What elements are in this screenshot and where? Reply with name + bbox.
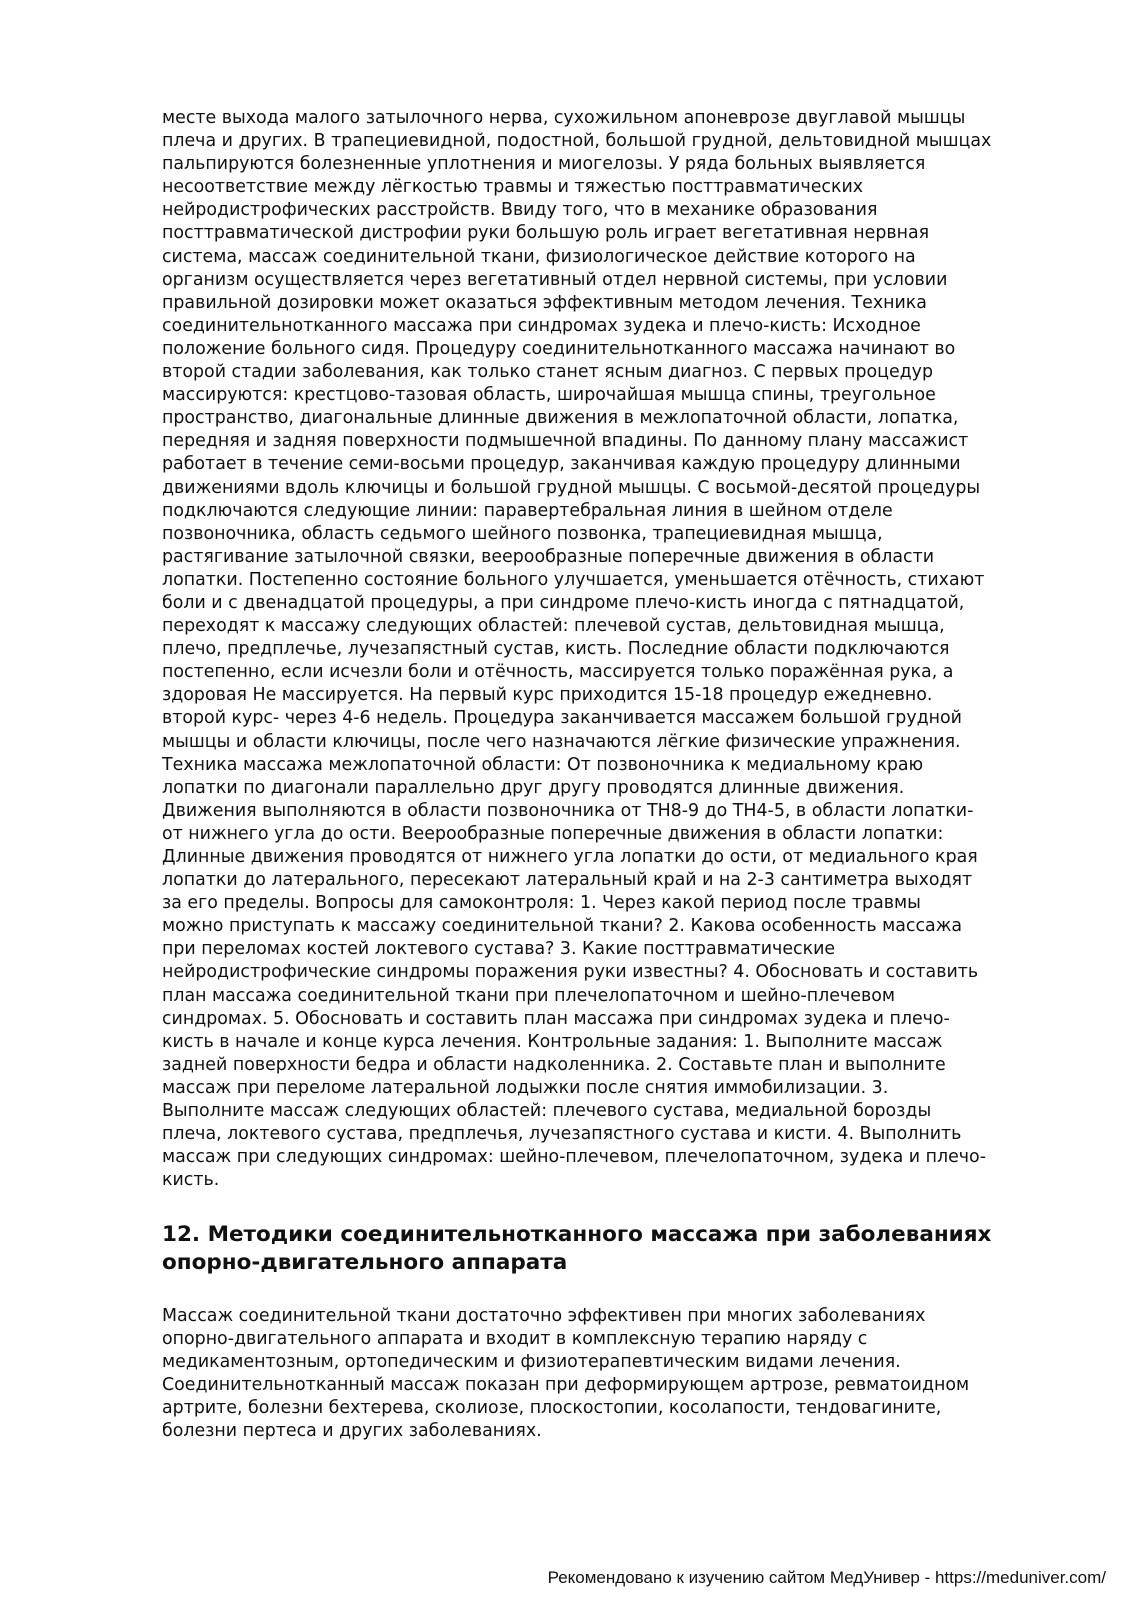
body-paragraph: месте выхода малого затылочного нерва, сухожильном апоневрозе двуглавой мышцы плеча и других. В трапециевидной, подостной, большой грудной, дельтовидной мышцах пальпируются болезненные уплотнения и миогелозы. У ряда больных выявляется несоответствие между лёгкостью травмы и тяжестью посттравматических нейродистрофических расстройств. Ввиду того, что в механике образования посттравматической дистрофии руки большую роль играет вегетативная нервная система, массаж соединительной ткани, физиологическое действие которого на организм осуществляется через вегетативный отдел нервной системы, при условии правильной дозировки может оказаться эффективным методом лечения. Техника соединительнотканного массажа при синдромах зудека и плечо-кисть: Исходное положение больного сидя. Процедуру соединительнотканного массажа начинают во второй стадии заболевания, как только станет ясным диагноз. С первых процедур массируются: крестцово-тазовая область, широчайшая мышца спины, треугольное пространство, диагональные длинные движения в межлопаточной области, лопатка, передняя и задняя поверхности подмышечной впадины. По данному плану массажист работает в течение семи-восьми процедур, заканчивая каждую процедуру длинными движениями вдоль ключицы и большой грудной мышцы. С восьмой-десятой процедуры подключаются следующие линии: паравертебральная линия в шейном отделе позвоночника, область седьмого шейного позвонка, трапециевидная мышца, растягивание затылочной связки, веерообразные поперечные движения в области лопатки. Постепенно состояние больного улучшается, уменьшается отёчность, стихают боли и с двенадцатой процедуры, а при синдроме плечо-кисть иногда с пятнадцатой, переходят к массажу следующих областей: плечевой сустав, дельтовидная мышца, плечо, предплечье, лучезапястный сустав, кисть. Последние области подключаются постепенно, если исчезли боли и отёчность, массируется только поражённая рука, а здоровая Не массируется. На первый курс приходится 15-18 процедур ежедневно. второй курс- через 4-6 недель. Процедура заканчивается массажем большой грудной мышцы и области ключицы, после чего назначаются лёгкие физические упражнения. Техника массажа межлопаточной области: От позвоночника к медиальному краю лопатки по диагонали параллельно друг другу проводятся длинные движения. Движения выполняются в области позвоночника от ТН8-9 до ТН4-5, в области лопатки- от нижнего угла до ости. Веерообразные поперечные движения в области лопатки: Длинные движения проводятся от нижнего угла лопатки до ости, от медиального края лопатки до латерального, пересекают латеральный край и на 2-3 сантиметра выходят за его пределы. Вопросы для самоконтроля: 1. Через какой период после травмы можно приступать к массажу соединительной ткани? 2. Какова особенность массажа при переломах костей локтевого сустава? 3. Какие посттравматические нейродистрофические синдромы поражения руки известны? 4. Обосновать и составить план массажа соединительной ткани при плечелопаточном и шейно-плечевом синдромах. 5. Обосновать и составить план массажа при синдромах зудека и плечо- кисть в начале и конце курса лечения. Контрольные задания: 1. Выполните массаж задней поверхности бедра и области надколенника. 2. Составьте план и выполните массаж при переломе латеральной лодыжки после снятия иммобилизации. 3. Выполните массаж следующих областей: плечевого сустава, медиальной борозды плеча, локтевого сустава, предплечья, лучезапястного сустава и кисти. 4. Выполнить массаж при следующих синдромах: шейно-плечевом, плечелопаточном, зудека и плечо- кисть. <box>162 108 992 1191</box>
footer-recommendation: Рекомендовано к изучению сайтом МедУнивер - https://meduniver.com/ <box>547 1568 1106 1587</box>
section-heading: 12. Методики соединительнотканного массажа при заболеваниях опорно-двигательного аппарата <box>162 1222 992 1275</box>
section-paragraph: Массаж соединительной ткани достаточно эффективен при многих заболеваниях опорно-двигательного аппарата и входит в комплексную терапию наряду с медикаментозным, ортопедическим и физиотерапевтическим видами лечения. Соединительнотканный массаж показан при деформирующем артрозе, ревматоидном артрите, болезни бехтерева, сколиозе, плоскостопии, косолапости, тендовагините, болезни пертеса и других заболеваниях. <box>162 1306 970 1442</box>
